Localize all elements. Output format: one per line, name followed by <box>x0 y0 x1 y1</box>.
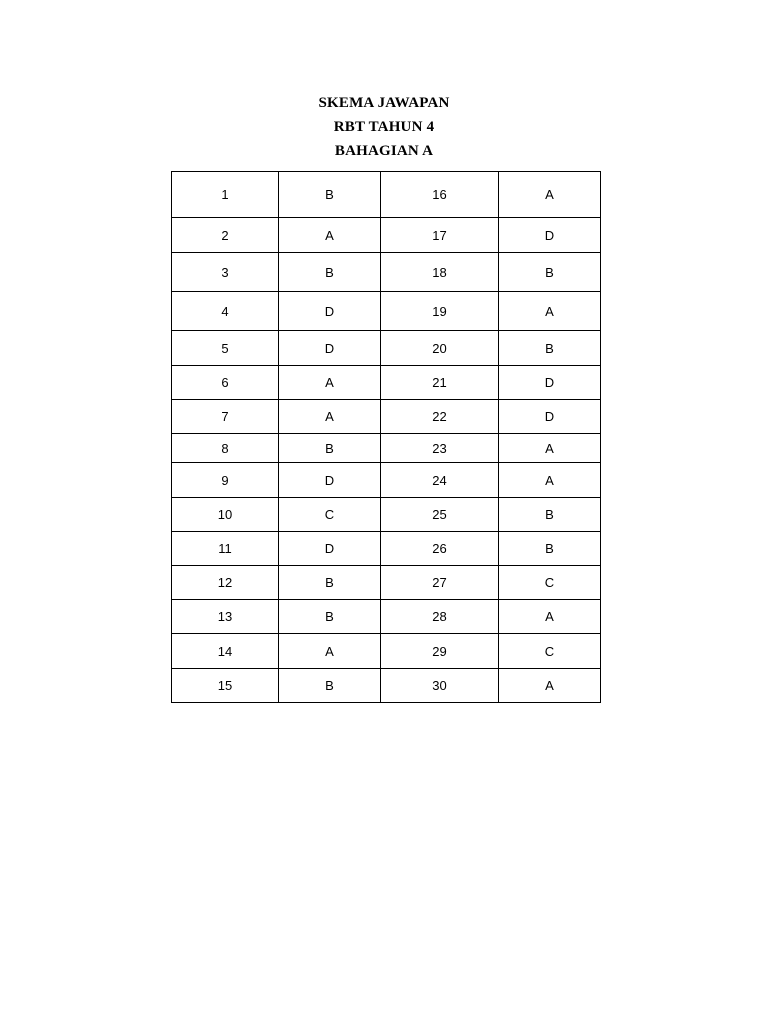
answer-cell: B <box>279 669 381 703</box>
answer-cell: A <box>499 600 601 634</box>
answer-cell: A <box>499 172 601 218</box>
answer-cell: C <box>499 566 601 600</box>
answer-cell: A <box>279 218 381 253</box>
answer-cell: D <box>279 463 381 498</box>
answer-cell: D <box>279 292 381 331</box>
title-line-2: RBT TAHUN 4 <box>333 119 435 135</box>
answer-cell: B <box>499 498 601 532</box>
table-row <box>172 172 601 218</box>
answer-cell: D <box>499 400 601 434</box>
answer-cell: B <box>499 253 601 292</box>
question-number-cell: 8 <box>172 434 279 463</box>
answer-table <box>171 171 601 703</box>
question-number-cell: 28 <box>381 600 499 634</box>
answer-cell: D <box>279 532 381 566</box>
table-row <box>172 366 601 400</box>
answer-cell: B <box>279 600 381 634</box>
table-row <box>172 566 601 600</box>
question-number-cell: 17 <box>381 218 499 253</box>
answer-cell: D <box>499 218 601 253</box>
answer-cell: A <box>499 434 601 463</box>
question-number-cell: 19 <box>381 292 499 331</box>
answer-cell: A <box>499 292 601 331</box>
question-number-cell: 25 <box>381 498 499 532</box>
answer-cell: A <box>499 463 601 498</box>
question-number-cell: 30 <box>381 669 499 703</box>
question-number-cell: 3 <box>172 253 279 292</box>
answer-table-body <box>172 172 601 703</box>
answer-cell: B <box>279 172 381 218</box>
title-block <box>0 91 768 163</box>
answer-cell: B <box>279 434 381 463</box>
table-row <box>172 634 601 669</box>
question-number-cell: 22 <box>381 400 499 434</box>
answer-cell: B <box>499 331 601 366</box>
question-number-cell: 18 <box>381 253 499 292</box>
answer-cell: B <box>279 253 381 292</box>
table-row <box>172 292 601 331</box>
table-row <box>172 463 601 498</box>
table-row <box>172 331 601 366</box>
table-row <box>172 669 601 703</box>
answer-cell: A <box>279 400 381 434</box>
question-number-cell: 11 <box>172 532 279 566</box>
title-line-3: BAHAGIAN A <box>334 143 434 159</box>
question-number-cell: 1 <box>172 172 279 218</box>
question-number-cell: 5 <box>172 331 279 366</box>
question-number-cell: 15 <box>172 669 279 703</box>
question-number-cell: 12 <box>172 566 279 600</box>
answer-cell: D <box>279 331 381 366</box>
question-number-cell: 24 <box>381 463 499 498</box>
answer-cell: A <box>499 669 601 703</box>
table-row <box>172 218 601 253</box>
table-row <box>172 253 601 292</box>
answer-cell: B <box>279 566 381 600</box>
table-row <box>172 434 601 463</box>
question-number-cell: 7 <box>172 400 279 434</box>
question-number-cell: 26 <box>381 532 499 566</box>
table-row <box>172 600 601 634</box>
question-number-cell: 13 <box>172 600 279 634</box>
table-row <box>172 498 601 532</box>
question-number-cell: 27 <box>381 566 499 600</box>
table-row <box>172 532 601 566</box>
question-number-cell: 6 <box>172 366 279 400</box>
question-number-cell: 29 <box>381 634 499 669</box>
question-number-cell: 16 <box>381 172 499 218</box>
question-number-cell: 10 <box>172 498 279 532</box>
answer-cell: D <box>499 366 601 400</box>
answer-cell: C <box>499 634 601 669</box>
title-line-1: SKEMA JAWAPAN <box>318 95 450 111</box>
answer-cell: C <box>279 498 381 532</box>
answer-cell: A <box>279 634 381 669</box>
answer-cell: B <box>499 532 601 566</box>
question-number-cell: 20 <box>381 331 499 366</box>
table-row <box>172 400 601 434</box>
question-number-cell: 4 <box>172 292 279 331</box>
question-number-cell: 21 <box>381 366 499 400</box>
question-number-cell: 14 <box>172 634 279 669</box>
question-number-cell: 9 <box>172 463 279 498</box>
answer-cell: A <box>279 366 381 400</box>
question-number-cell: 23 <box>381 434 499 463</box>
question-number-cell: 2 <box>172 218 279 253</box>
